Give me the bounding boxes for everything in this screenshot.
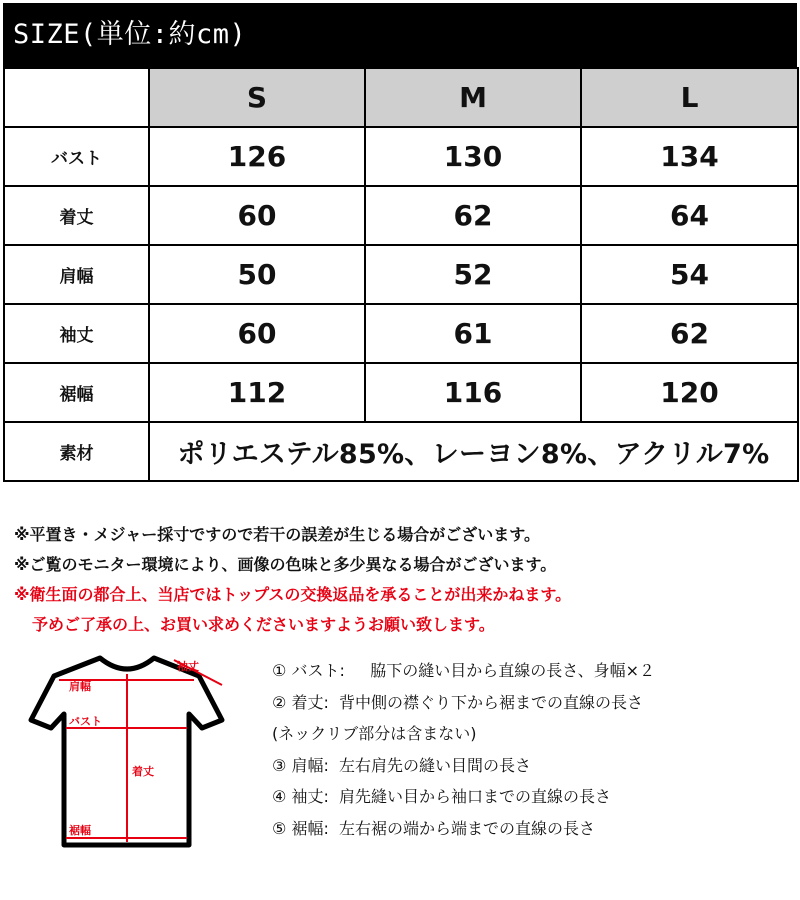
definition-desc: 左右裾の端から端までの直線の長さ [339, 818, 596, 838]
table-cell: 116 [365, 363, 581, 422]
table-corner [4, 68, 149, 127]
diagram-label-length: 着丈 [132, 765, 154, 778]
definition-desc: 脇下の縫い目から直線の長さ、身幅×２ [370, 661, 656, 680]
definition-desc: (ネックリブ部分は含まない) [272, 724, 477, 743]
size-s-header: S [149, 68, 365, 127]
definition-number: ① [272, 661, 287, 680]
table-row [4, 186, 798, 245]
table-cell: 126 [149, 127, 365, 186]
definition-item [272, 687, 655, 719]
definition-item [272, 750, 655, 782]
measurement-definitions [272, 655, 655, 844]
definition-item [272, 781, 655, 813]
note-line: ※平置き・メジャー採寸ですので若干の誤差が生じる場合がございます。 [14, 525, 540, 544]
definition-number: ② [272, 692, 287, 712]
table-cell: 130 [365, 127, 581, 186]
definition-desc: 肩先縫い目から袖口までの直線の長さ [339, 787, 612, 806]
size-header-row [4, 68, 798, 127]
note-line-warning: 予めご了承の上、お買い求めくださいますようお願い致します。 [32, 615, 495, 634]
row-label: バスト [4, 127, 149, 186]
table-row [4, 127, 798, 186]
definition-term: 袖丈: [291, 787, 329, 806]
size-l-header: L [581, 68, 798, 127]
material-value: ポリエステル85%、レーヨン8%、アクリル7% [149, 422, 798, 481]
tshirt-measure-diagram [14, 650, 239, 855]
table-cell: 50 [149, 245, 365, 304]
note-line-warning: ※衛生面の都合上、当店ではトップスの交換返品を承ることが出来かねます。 [14, 585, 572, 604]
definition-item [272, 718, 655, 750]
table-cell: 134 [581, 127, 798, 186]
notes [14, 520, 571, 640]
header-title: SIZE(単位:約cm) [13, 19, 247, 50]
diagram-label-sleeve: 袖丈 [177, 660, 199, 673]
table-cell: 62 [581, 304, 798, 363]
size-table [3, 67, 799, 482]
row-label: 着丈 [4, 186, 149, 245]
definition-term: バスト: [291, 661, 345, 680]
row-label: 袖丈 [4, 304, 149, 363]
table-cell: 54 [581, 245, 798, 304]
material-label: 素材 [4, 422, 149, 481]
definition-item [272, 813, 655, 845]
table-row [4, 304, 798, 363]
table-cell: 62 [365, 186, 581, 245]
definition-desc: 左右肩先の縫い目間の長さ [339, 755, 532, 775]
definition-number: ③ [272, 755, 287, 775]
definition-term: 着丈: [291, 692, 329, 712]
definition-term: 裾幅: [291, 818, 329, 838]
table-cell: 64 [581, 186, 798, 245]
table-cell: 61 [365, 304, 581, 363]
definition-number: ⑤ [272, 818, 287, 838]
note-line: ※ご覧のモニター環境により、画像の色味と多少異なる場合がございます。 [14, 555, 557, 574]
table-row [4, 245, 798, 304]
diagram-label-hem: 裾幅 [69, 824, 91, 837]
row-label: 肩幅 [4, 245, 149, 304]
definition-item [272, 655, 655, 687]
definition-term: 肩幅: [291, 755, 329, 775]
diagram-label-shoulder: 肩幅 [69, 680, 91, 693]
table-cell: 120 [581, 363, 798, 422]
material-row [4, 422, 798, 481]
definition-desc: 背中側の襟ぐり下から裾までの直線の長さ [339, 692, 644, 712]
table-row [4, 363, 798, 422]
definition-number: ④ [272, 787, 287, 806]
row-label: 裾幅 [4, 363, 149, 422]
diagram-label-bust: バスト [69, 715, 102, 728]
size-chart-header [3, 3, 797, 67]
table-cell: 52 [365, 245, 581, 304]
table-cell: 112 [149, 363, 365, 422]
size-m-header: M [365, 68, 581, 127]
table-cell: 60 [149, 186, 365, 245]
table-cell: 60 [149, 304, 365, 363]
